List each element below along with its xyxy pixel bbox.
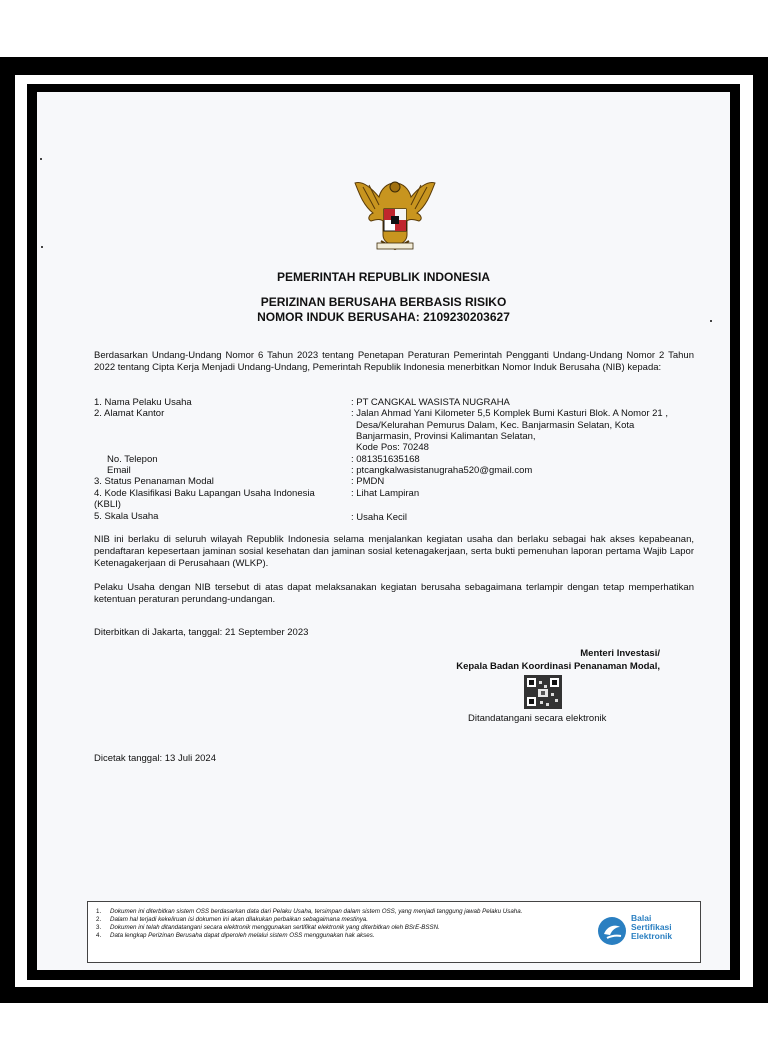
document-title: PERIZINAN BERUSAHA BERBASIS RISIKO (260, 295, 507, 309)
field-label-nama: 1. Nama Pelaku Usaha (94, 397, 192, 408)
signatory-line-2: Kepala Badan Koordinasi Penanaman Modal, (456, 661, 660, 672)
garuda-emblem-icon (351, 175, 439, 255)
field-value-nama: : PT CANGKAL WASISTA NUGRAHA (351, 397, 510, 408)
nib-number: NOMOR INDUK BERUSAHA: 2109230203627 (257, 310, 510, 324)
field-label-kbli-abbr: (KBLI) (94, 499, 121, 510)
field-value-alamat-2: Desa/Kelurahan Pemurus Dalam, Kec. Banjarmasin Selatan, Kota (356, 420, 635, 431)
qr-code-icon (524, 675, 562, 709)
scan-speck (40, 158, 42, 160)
bsre-line-3: Elektronik (631, 931, 673, 941)
field-label-kbli: 4. Kode Klasifikasi Baku Lapangan Usaha Indonesia (94, 488, 315, 499)
footer-note: 3. Dokumen ini telah ditandatangani secara elektronik menggunakan sertifikat elektronik yang diterbitkan oleh BSrE-BSSN. (96, 924, 440, 931)
bsre-wordmark (631, 914, 672, 941)
bsre-logo-icon (597, 916, 627, 946)
issued-date: Diterbitkan di Jakarta, tanggal: 21 September 2023 (94, 627, 309, 638)
field-label-email: Email (107, 465, 131, 476)
bsre-line-2: Sertifikasi (631, 922, 672, 932)
field-value-skala: : Usaha Kecil (351, 512, 407, 523)
nib-validity-paragraph: NIB ini berlaku di seluruh wilayah Republik Indonesia selama menjalankan kegiatan usaha dan berlaku sebagai hak akses kepabeanan, pendaftaran kepesertaan jaminan sosial kesehatan dan jaminan sosial ketenagakerjaan, serta bukti pemenuhan laporan pertama Wajib Lapor Ketenagakerjaan di Perusahaan (WLKP). (94, 534, 694, 569)
footer-note: 4. Data lengkap Perizinan Berusaha dapat diperoleh melalui sistem OSS menggunakan hak akses. (96, 932, 375, 939)
business-actor-paragraph: Pelaku Usaha dengan NIB tersebut di atas dapat melaksanakan kegiatan berusaha sebagaimana terlampir dengan tetap memperhatikan ketentuan peraturan perundang-undangan. (94, 582, 694, 605)
signatory-block (420, 647, 660, 673)
printed-date: Dicetak tanggal: 13 Juli 2024 (94, 753, 216, 764)
field-value-alamat-3: Banjarmasin, Provinsi Kalimantan Selatan, (356, 431, 536, 442)
government-heading: PEMERINTAH REPUBLIK INDONESIA (276, 270, 491, 284)
field-value-email: : ptcangkalwasistanugraha520@gmail.com (351, 465, 533, 476)
field-value-status: : PMDN (351, 476, 385, 487)
bsre-line-1: Balai (631, 913, 652, 923)
field-value-alamat-1: : Jalan Ahmad Yani Kilometer 5,5 Komplek Bumi Kasturi Blok. A Nomor 21 , (351, 408, 668, 419)
footer-note: 2. Dalam hal terjadi kekeliruan isi dokumen ini akan dilakukan perbaikan sebagaimana mestinya. (96, 916, 368, 923)
scan-speck (41, 246, 43, 248)
intro-paragraph: Berdasarkan Undang-Undang Nomor 6 Tahun 2023 tentang Penetapan Peraturan Pemerintah Pengganti Undang-Undang Nomor 2 Tahun 2022 tentang Cipta Kerja Menjadi Undang-Undang, Pemerintah Republik Indonesia menerbitkan Nomor Induk Berusaha (NIB) kepada: (94, 350, 694, 373)
field-value-alamat-4: Kode Pos: 70248 (356, 442, 429, 453)
signatory-line-1: Menteri Investasi/ (580, 648, 660, 659)
field-label-skala: 5. Skala Usaha (94, 511, 159, 522)
field-value-kbli: : Lihat Lampiran (351, 488, 420, 499)
footer-notes-box (87, 901, 701, 963)
field-label-alamat: 2. Alamat Kantor (94, 408, 165, 419)
field-label-status: 3. Status Penanaman Modal (94, 476, 214, 487)
footer-note: 1. Dokumen ini diterbitkan sistem OSS berdasarkan data dari Pelaku Usaha, tersimpan dalam sistem OSS, yang menjadi tanggung jawab Pelaku Usaha. (96, 908, 523, 915)
signed-electronically-text: Ditandatangani secara elektronik (468, 713, 607, 724)
footer-notes-list (96, 908, 606, 940)
field-value-telepon: : 081351635168 (351, 454, 420, 465)
field-label-telepon: No. Telepon (107, 454, 158, 465)
